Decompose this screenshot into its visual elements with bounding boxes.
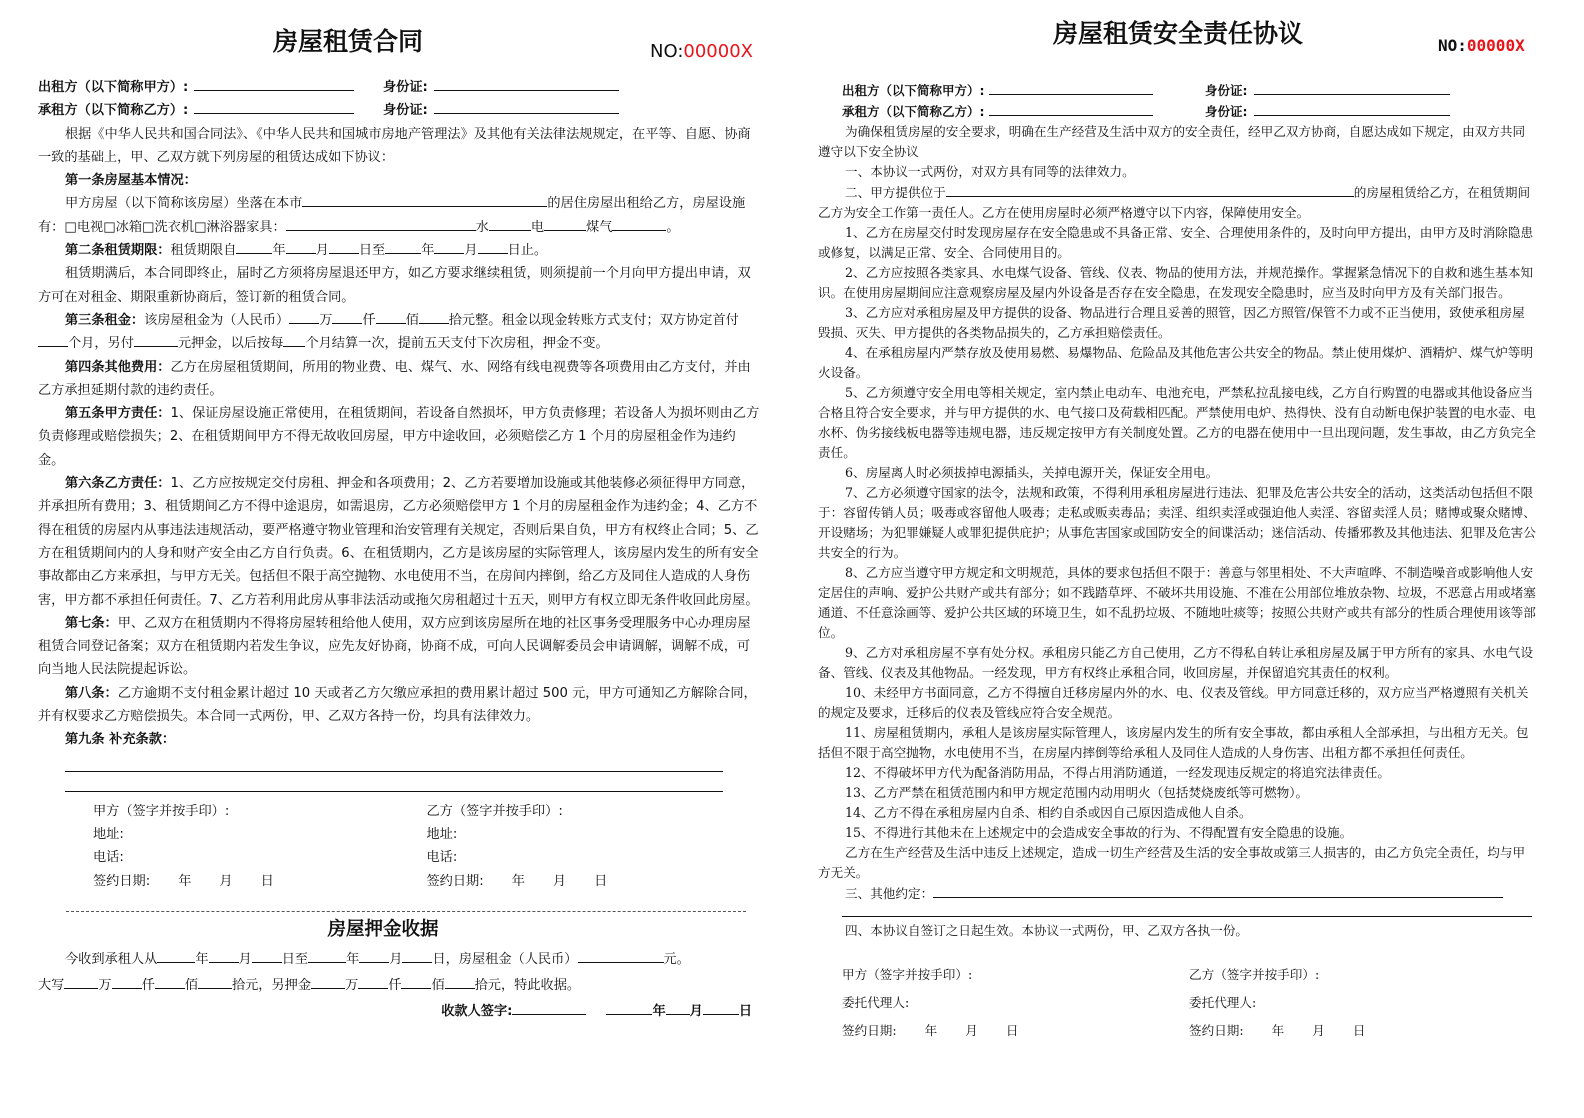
- agreement-clause-1: 一、本协议一式两份，对双方具有同等的法律效力。: [845, 164, 1135, 179]
- agreement-date-a: 签约日期: 年 月 日: [842, 1023, 1019, 1038]
- agreement-intro: 为确保租赁房屋的安全要求，明确在生产经营及生活中双方的安全责任，经甲乙双方协商，自愿达成如下规定，由双方共同遵守以下安全协议: [818, 124, 1526, 159]
- agreement-sign-a: 甲方（签字并按手印）:: [842, 967, 973, 982]
- agreement-title: 房屋租赁安全责任协议: [1052, 19, 1303, 48]
- receipt-payee: 收款人签字: 年 月 日: [38, 999, 760, 1025]
- agreement-item: 4、在承租房屋内严禁存放及使用易燃、易爆物品、危险品及其他危害公共安全的物品。禁止使用煤炉、酒精炉、煤气炉等明火设备。: [818, 345, 1534, 380]
- agreement-lessee-row: 承租方（以下简称乙方）: 身份证:: [818, 101, 1536, 122]
- agreement-lessor-row: 出租方（以下简称甲方）: 身份证:: [818, 80, 1536, 101]
- date-a: 签约日期: 年 月 日: [93, 873, 274, 889]
- agreement-agent-a: 委托代理人:: [842, 995, 910, 1010]
- date-b: 签约日期: 年 月 日: [426, 873, 608, 889]
- receipt-title: 房屋押金收据: [327, 918, 439, 940]
- article-5: 第五条甲方责任：1、保证房屋设施正常使用，在租赁期间，若设备自然损坏，甲方负责修理；若设备人为损坏则由乙方负责修理或赔偿损失；2、在租赁期间甲方不得无故收回房屋，甲方中途收回，必须赔偿乙方 1 个月的房屋租金作为违约金。: [38, 406, 760, 468]
- lessee-label: 承租方（以下简称乙方）:: [38, 103, 189, 119]
- article-3: 第三条租金：该房屋租金为（人民币） 万 仟 佰 拾元整。租金以现金转账方式支付；双方协定首付个月，另付 元押金，以后按每 个月结算一次，提前五天支付下次房租，押金不变。: [38, 309, 760, 356]
- receipt-line-2: 大写 万 仟 佰 拾元，另押金 万 仟 佰 拾元，特此收据。: [38, 973, 760, 999]
- agreement-agent-b: 委托代理人:: [1189, 995, 1257, 1010]
- agreement-item: 1、乙方在房屋交付时发现房屋存在安全隐患或不具备正常、安全、合理使用条件的，及时向甲方提出，由甲方及时消除隐患或修复，以满足正常、安全、合同使用目的。: [818, 225, 1534, 260]
- phone-a-label: 电话:: [93, 850, 124, 866]
- agreement-number: [1438, 36, 1525, 56]
- agreement-item: 11、房屋租赁期内，承租人是该房屋实际管理人，该房屋内发生的所有安全事故，都由承租人全部承担，与出租方无关。包括但不限于高空抛物，水电使用不当，在房屋内摔倒等给承租人及同住人造成的人身伤害、出租方都不承担任何责任。: [818, 725, 1529, 760]
- contract-number-value: 00000X: [683, 41, 753, 62]
- cut-line: [66, 911, 746, 912]
- other-terms-line[interactable]: [842, 904, 1532, 917]
- phone-b-label: 电话:: [426, 850, 458, 866]
- agreement-clause-3: 三、其他约定：: [818, 883, 1536, 904]
- address-b-label: 地址:: [426, 826, 458, 842]
- article-2: 第二条租赁期限：租赁期限自 年 月 日至 年 月 日止。: [38, 239, 760, 262]
- article-9-title: 第九条 补充条款：: [65, 732, 176, 748]
- article-4: 第四条其他费用：乙方在房屋租赁期间，所用的物业费、电、煤气、水、网络有线电视费等各项费用由乙方支付，并由乙方承担延期付款的违约责任。: [38, 359, 751, 398]
- lessee-id-label: 身份证:: [383, 103, 428, 119]
- safety-agreement: [818, 19, 1536, 1045]
- sign-party-a-label: 甲方（签字并按手印）:: [93, 803, 230, 819]
- agreement-item: 10、未经甲方书面同意，乙方不得擅自迁移房屋内外的水、电、仪表及管线。甲方同意迁移的，双方应当严格遵照有关机关的规定及要求，迁移后的仪表及管线应符合安全规范。: [818, 685, 1529, 720]
- agreement-item: 7、乙方必须遵守国家的法令，法规和政策，不得利用承租房屋进行违法、犯罪及危害公共安全的活动，这类活动包括但不限于：容留传销人员；吸毒或容留他人吸毒；走私或贩卖毒品；卖淫、组织卖淫或强迫他人卖淫、容留卖淫人员；赌博或聚众赌博、开设赌场；为犯罪嫌疑人或罪犯提供庇护；从事危害国家或国防安全的间谍活动；迷信活动、传播邪教及其他违法、犯罪及危害公共安全的行为。: [818, 485, 1536, 560]
- agreement-item: 14、乙方不得在承租房屋内自杀、相约自杀或因自己原因造成他人自杀。: [845, 805, 1252, 820]
- article-7: 第七条：甲、乙双方在租赁期内不得将房屋转租给他人使用，双方应到该房屋所在地的社区事务受理服务中心办理房屋租赁合同登记备案；双方在租赁期内若发生争议，应先友好协商，协商不成，可向人民调解委员会申请调解，调解不成，可向当地人民法院提起诉讼。: [38, 615, 751, 678]
- contract-number: [650, 40, 753, 63]
- lessee-row: [38, 99, 760, 122]
- agreement-items: [818, 223, 1536, 843]
- sign-party-b-label: 乙方（签字并按手印）:: [426, 803, 563, 819]
- address-blank[interactable]: [302, 192, 547, 207]
- agreement-item: 3、乙方应对承租房屋及甲方提供的设备、物品进行合理且妥善的照管，因乙方照管/保管不力或不正当使用，致使承租房屋毁损、灭失、甲方提供的各类物品损失的，乙方承担赔偿责任。: [818, 305, 1525, 340]
- agreement-item: 13、乙方严禁在租赁范围内和甲方规定范围内动用明火（包括焚烧废纸等可燃物）。: [845, 785, 1309, 800]
- lessor-name-blank[interactable]: [194, 76, 354, 91]
- article-6: 第六条乙方责任：1、乙方应按规定交付房租、押金和各项费用；2、乙方若要增加设施或其他装修必须征得甲方同意，并承担所有费用；3、租赁期间乙方不得中途退房，如需退房，乙方必须赔偿甲方 1 个月的房屋租金作为违约金；4、乙方不得在租赁的房屋内从事违法违规活动，要严格遵守物业管理和治安管理有关规定，否则后果自负，甲方有权终止合同；5、乙方在租赁期间内的人身和财产安全由乙方自行负责。6、在租赁期内，乙方是该房屋的实际管理人，该房屋内发生的所有安全事故都由乙方来承担，与甲方无关。包括但不限于高空抛物、水电使用不当，在房间内摔倒，给乙方及同住人造成的人身伤害，甲方都不承担任何责任。7、乙方若利用此房从事非法活动或拖欠房租超过十五天，则甲方有权立即无条件收回此房屋。: [38, 476, 759, 608]
- article-1-title: 第一条房屋基本情况：: [65, 173, 197, 189]
- lessee-id-blank[interactable]: [434, 99, 619, 114]
- agreement-summary: 乙方在生产经营及生活中违反上述规定，造成一切生产经营及生活的安全事故或第三人损害的，由乙方负完全责任，均与甲方无关。: [818, 845, 1526, 880]
- contract-preamble: 根据《中华人民共和国合同法》、《中华人民共和国城市房地产管理法》及其他有关法律法规规定，在平等、自愿、协商一致的基础上，甲、乙双方就下列房屋的租赁达成如下协议：: [38, 126, 751, 165]
- agreement-clause-4: 四、本协议自签订之日起生效。本协议一式两份，甲、乙双方各执一份。: [845, 923, 1248, 938]
- address-a-label: 地址:: [93, 826, 124, 842]
- agreement-item: 2、乙方应按照各类家具、水电煤气设备、管线、仪表、物品的使用方法，并规范操作。掌握紧急情况下的自救和逃生基本知识。在使用房屋期间应注意观察房屋及屋内外设备是否存在安全隐患，在发现安全隐患时，应当及时向甲方及有关部门报告。: [818, 265, 1534, 300]
- contract-number-label: NO:: [650, 41, 684, 62]
- lessor-id-blank[interactable]: [434, 76, 619, 91]
- contract-signatures: [38, 800, 760, 893]
- supplement-line-1[interactable]: [65, 752, 723, 772]
- agreement-item: 8、乙方应当遵守甲方规定和文明规范，具体的要求包括但不限于：善意与邻里相处、不大声喧哗、不制造噪音或影响他人安定居住的声响、爱护公共财产或共有部分；如不践踏草坪、不破坏共用设施、不准在公用部位堆放杂物、垃圾，不恶意占用或堵塞通道、不任意涂画等、爱护公共区域的环境卫生，如不乱扔垃圾、不随地吐痰等；按照公共财产或共有部分的性质合理使用该等部位。: [818, 565, 1536, 640]
- lessee-name-blank[interactable]: [194, 99, 354, 114]
- supplement-line-2[interactable]: [65, 772, 723, 792]
- agreement-signatures: [818, 961, 1536, 1045]
- lessor-row: [38, 76, 760, 99]
- contract-title: 房屋租赁合同: [272, 27, 423, 56]
- agreement-date-b: 签约日期: 年 月 日: [1189, 1023, 1366, 1038]
- article-2-text: 租赁期满后，本合同即终止，届时乙方须将房屋退还甲方，如乙方要求继续租赁，则须提前一个月向甲方提出申请，双方可在对租金、期限重新协商后，签订新的租赁合同。: [38, 266, 751, 305]
- article-8: 第八条：乙方逾期不支付租金累计超过 10 天或者乙方欠缴应承担的费用累计超过 500 元，甲方可通知乙方解除合同，并有权要求乙方赔偿损失。本合同一式两份，甲、乙双方各持一份，均具有法律效力。: [38, 685, 757, 725]
- lessor-label: 出租方（以下简称甲方）:: [38, 80, 189, 95]
- agreement-item: 5、乙方须遵守安全用电等相关规定，室内禁止电动车、电池充电，严禁私拉乱接电线，乙方自行购置的电器或其他设备应当合格且符合安全要求，并与甲方提供的水、电气接口及荷载相匹配。严禁使用电炉、热得快、没有自动断电保护装置的电水壶、电水杯、伪劣接线板电器等违规电器，违反规定按甲方有关制度处置。乙方的电器在使用中一旦出现问题，发生事故，由乙方负完全责任。: [818, 385, 1536, 460]
- agreement-item: 15、不得进行其他未在上述规定中的会造成安全事故的行为、不得配置有安全隐患的设施。: [845, 825, 1353, 840]
- receipt-line-1: 今收到承租人从 年 月 日至 年 月 日，房屋租金（人民币） 元。: [38, 947, 760, 973]
- rental-contract: [38, 28, 760, 1025]
- agreement-item: 6、房屋离人时必须拔掉电源插头，关掉电源开关，保证安全用电。: [845, 465, 1219, 480]
- agreement-number-label: NO:: [1438, 36, 1467, 55]
- agreement-number-value: 00000X: [1466, 36, 1525, 55]
- agreement-clause-2: 二、甲方提供位于 的房屋租赁给乙方，在租赁期间乙方为安全工作第一责任人。乙方在使用房屋时必须严格遵守以下内容，保障使用安全。: [818, 182, 1536, 223]
- agreement-item: 9、乙方对承租房屋不享有处分权。承租房只能乙方自己使用，乙方不得私自转让承租房屋及属于甲方所有的家具、水电气设备、管线、仪表及其他物品。一经发现，甲方有权终止承租合同，收回房屋，并保留追究其责任的权利。: [818, 645, 1534, 680]
- agreement-item: 12、不得破坏甲方代为配备消防用品，不得占用消防通道，一经发现违反规定的将追究法律责任。: [845, 765, 1390, 780]
- agreement-sign-b: 乙方（签字并按手印）:: [1189, 967, 1320, 982]
- article-1-text: 甲方房屋（以下简称该房屋）坐落在本市 的居住房屋出租给乙方，房屋设施有：□电视□冰箱□洗衣机□淋浴器家具： 水 电 煤气 。: [38, 192, 760, 239]
- lessor-id-label: 身份证:: [383, 80, 428, 95]
